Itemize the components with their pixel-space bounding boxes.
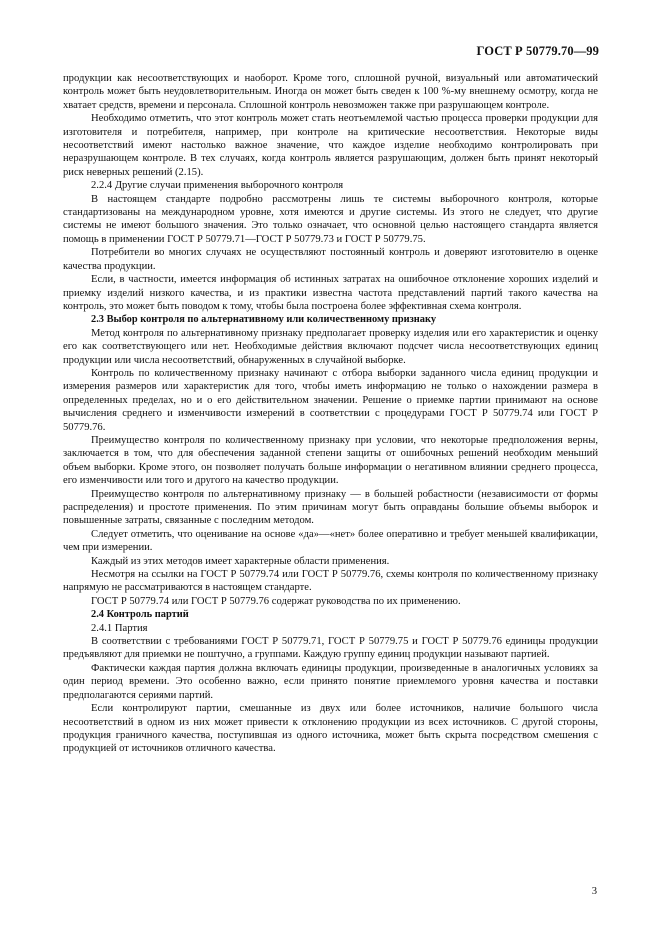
paragraph: Контроль по количественному признаку начинают с отбора выборки заданного числа единиц продукции и измерения размеров или характеристик для того, чтобы иметь информацию не только о нахождении размера в определенных пределах, но и о его действительном значении. Решение о приемке партии принимают на основе вычисления среднего и изменчивости измерений в соответствии с процедурами ГОСТ Р 50779.74 или ГОСТ Р 50779.76. xyxy=(63,367,598,433)
paragraph: В настоящем стандарте подробно рассмотрены лишь те системы выборочного контроля, которые стандартизованы на международном уровне, хотя имеются и другие системы. Из этого не следует, что другие системы не имеют большого значения. Это только означает, что основной целью настоящего стандарта является помощь в применении ГОСТ Р 50779.71—ГОСТ Р 50779.73 и ГОСТ Р 50779.75. xyxy=(63,193,598,245)
paragraph: продукции как несоответствующих и наоборот. Кроме того, сплошной ручной, визуальный или автоматический контроль может быть неудовлетворительным. Иногда он может быть сведен к 100 %-му внешнему осмотру, когда не хватает средств, времени и персонала. Сплошной контроль невозможен также при разрушающем контроле. xyxy=(63,73,598,111)
paragraph: Если, в частности, имеется информация об истинных затратах на ошибочное отклонение хороших изделий и приемку изделий низкого качества, и из практики известна частота представлений партий такого качества на контроль, это может быть поводом к тому, чтобы была построена более эффективная схема контроля. xyxy=(63,274,598,312)
paragraph: Необходимо отметить, что этот контроль может стать неотъемлемой частью процесса проверки продукции для изготовителя и потребителя, например, при контроле на критические несоответствия. Некоторые виды несоответствий имеют настолько важное значение, что каждое изделие необходимо контролировать при неразрушающем контроле. В тех случаях, когда контроль является разрушающим, должен быть принят некоторый риск неверных решений (2.15). xyxy=(63,113,598,178)
document-body xyxy=(63,72,598,756)
paragraph: Преимущество контроля по количественному признаку при условии, что некоторые предположения верны, заключается в том, что для обеспечения заданной степени защиты от ошибочных решений необходим меньший объем выборки. Кроме этого, он позволяет получать больше информации о негативном влиянии среднего процесса, его изменчивости или того и другого на качество продукции. xyxy=(63,434,598,487)
document-header: ГОСТ Р 50779.70—99 xyxy=(476,44,599,58)
page-number: 3 xyxy=(591,886,597,897)
subsection-heading: 2.2.4 Другие случаи применения выборочного контроля xyxy=(91,180,344,192)
subsection-heading: 2.4.1 Партия xyxy=(91,622,148,634)
paragraph: Следует отметить, что оценивание на основе «да»—«нет» более оперативно и требует меньшей квалификации, чем при измерении. xyxy=(63,528,598,554)
paragraph: Каждый из этих методов имеет характерные области применения. xyxy=(91,555,390,567)
paragraph: В соответствии с требованиями ГОСТ Р 50779.71, ГОСТ Р 50779.75 и ГОСТ Р 50779.76 единицы продукции предъявляют для приемки не поштучно, а группами. Каждую группу единиц продукции называют партией. xyxy=(63,636,598,661)
paragraph: Преимущество контроля по альтернативному признаку — в большей робастности (независимости от формы распределения) и простоте применения. По этим причинам могут быть оправданы большие объемы выборок и повышенные затраты, связанные с последним методом. xyxy=(63,488,598,527)
paragraph: Фактически каждая партия должна включать единицы продукции, произведенные в аналогичных условиях за один период времени. Это особенно важно, если принято понятие приемлемого уровня качества и поставки предполагаются сериями партий. xyxy=(63,662,598,701)
paragraph: Если контролируют партии, смешанные из двух или более источников, наличие большого числа несоответствий в одном из них может привести к отклонению продукции из всех источников. С другой стороны, продукция граничного качества, поступившая из одного источника, может быть скрыта посредством смешения с продукцией от источников отличного качества. xyxy=(63,703,598,755)
paragraph: Несмотря на ссылки на ГОСТ Р 50779.74 или ГОСТ Р 50779.76, схемы контроля по количественному признаку напрямую не рассматриваются в настоящем стандарте. xyxy=(63,569,598,594)
section-heading: 2.3 Выбор контроля по альтернативному или количественному признаку xyxy=(91,314,437,326)
section-heading: 2.4 Контроль партий xyxy=(91,609,189,621)
paragraph: Метод контроля по альтернативному признаку предполагает проверку изделия или его характеристик и оценку его как соответствующего или нет. Необходимые действия включают подсчет числа несоответствующих единиц продукции или числа несоответствий, обнаруженных в случайной выборке. xyxy=(63,327,598,366)
paragraph: ГОСТ Р 50779.74 или ГОСТ Р 50779.76 содержат руководства по их применению. xyxy=(91,595,461,607)
paragraph: Потребители во многих случаях не осуществляют постоянный контроль и доверяют изготовителю в оценке качества продукции. xyxy=(63,247,598,272)
